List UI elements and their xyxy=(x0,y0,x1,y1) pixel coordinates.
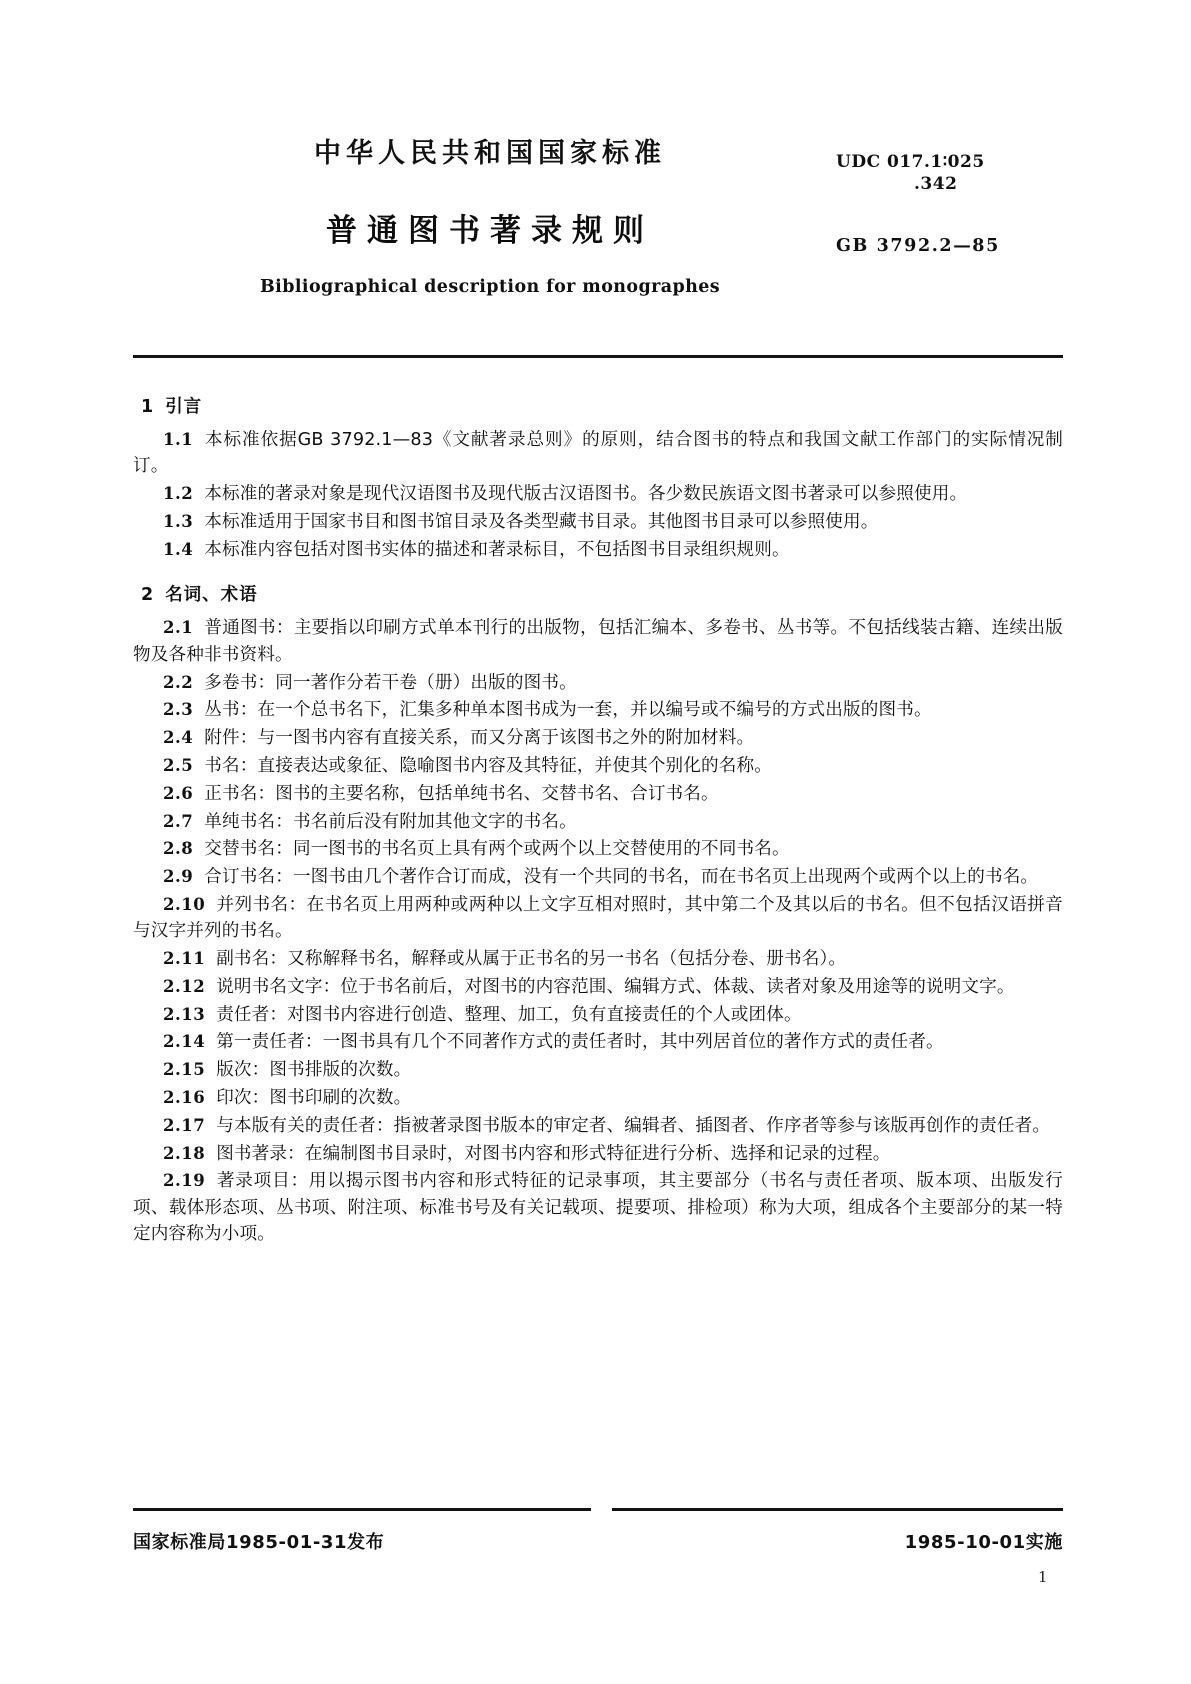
clause-2-9 xyxy=(133,864,1063,890)
clause-text: 副书名：又称解释书名，解释或从属于正书名的另一书名（包括分卷、册书名）。 xyxy=(216,949,847,970)
clause-number: 2.16 xyxy=(163,1088,206,1108)
clause-number: 2.3 xyxy=(163,700,194,720)
udc-code-line-1: UDC 017.1∶025 xyxy=(836,152,985,172)
clause-2-18 xyxy=(133,1141,1063,1167)
document-title-english: Bibliographical description for monographes xyxy=(259,277,721,298)
clause-2-8 xyxy=(133,836,1063,862)
clause-2-6 xyxy=(133,781,1063,807)
clause-2-12 xyxy=(133,974,1063,1000)
section-spacer xyxy=(133,564,1063,581)
header-divider-rule xyxy=(133,355,1063,358)
clause-number: 2.10 xyxy=(163,894,206,914)
page-number: 1 xyxy=(1038,1568,1048,1586)
clause-1-1 xyxy=(133,427,1063,480)
clause-number: 2.9 xyxy=(163,867,194,887)
section-title-2: 名词、术语 xyxy=(165,585,258,606)
clause-text: 合订书名：一图书由几个著作合订而成，没有一个共同的书名，而在书名页上出现两个或两个以上的书名。 xyxy=(204,867,1039,888)
standard-number: GB 3792.2—85 xyxy=(836,236,1000,256)
clause-text: 丛书：在一个总书名下，汇集多种单本图书成为一套，并以编号或不编号的方式出版的图书。 xyxy=(204,700,932,721)
document-masthead xyxy=(0,138,1191,338)
footer-effective-date: 1985-10-01实施 xyxy=(904,1532,1063,1553)
clause-2-16 xyxy=(133,1085,1063,1111)
clause-2-13 xyxy=(133,1002,1063,1028)
clause-number: 2.19 xyxy=(163,1171,206,1191)
section-number-2: 2 xyxy=(141,585,155,606)
clause-text: 本标准适用于国家书目和图书馆目录及各类型藏书目录。其他图书目录可以参照使用。 xyxy=(204,511,879,532)
document-body xyxy=(133,393,1063,1249)
clause-number: 2.1 xyxy=(163,618,194,638)
footer-divider-rule-left xyxy=(133,1508,591,1511)
clause-2-5 xyxy=(133,753,1063,779)
clause-text: 责任者：对图书内容进行创造、整理、加工，负有直接责任的个人或团体。 xyxy=(216,1004,802,1025)
clause-number: 1.4 xyxy=(163,539,194,559)
clause-number: 2.8 xyxy=(163,839,194,859)
clause-2-15 xyxy=(133,1057,1063,1083)
clause-number: 2.11 xyxy=(163,949,206,969)
clause-number: 2.12 xyxy=(163,976,206,996)
footer-issued-date: 国家标准局1985-01-31发布 xyxy=(133,1532,385,1553)
clause-text: 书名：直接表达或象征、隐喻图书内容及其特征，并使其个别化的名称。 xyxy=(204,755,773,776)
clause-2-3 xyxy=(133,697,1063,723)
clause-number: 2.17 xyxy=(163,1115,206,1135)
clause-text: 第一责任者：一图书具有几个不同著作方式的责任者时，其中列居首位的著作方式的责任者。 xyxy=(216,1032,944,1053)
clause-number: 1.2 xyxy=(163,484,194,504)
clause-2-10 xyxy=(133,892,1063,945)
clause-number: 2.4 xyxy=(163,728,194,748)
issuing-organization: 中华人民共和国国家标准 xyxy=(314,138,666,169)
section-heading-2 xyxy=(141,581,1063,606)
clause-1-3 xyxy=(133,509,1063,535)
clause-text: 印次：图书印刷的次数。 xyxy=(216,1088,412,1109)
document-title: 普通图书著录规则 xyxy=(326,213,654,250)
clause-text: 普通图书：主要指以印刷方式单本刊行的出版物，包括汇编本、多卷书、丛书等。不包括线装古籍、连续出版物及各种非书资料。 xyxy=(133,618,1063,665)
clause-number: 1.3 xyxy=(163,511,194,531)
clause-text: 版次：图书排版的次数。 xyxy=(216,1060,412,1081)
clause-text: 多卷书：同一著作分若干卷（册）出版的图书。 xyxy=(204,672,577,693)
clause-text: 著录项目：用以揭示图书内容和形式特征的记录事项，其主要部分（书名与责任者项、版本项、出版发行项、载体形态项、丛书项、附注项、标准书号及有关记载项、提要项、排检项）称为大项，组成各个主要部分的某一特定内容称为小项。 xyxy=(133,1171,1063,1245)
clause-number: 2.14 xyxy=(163,1032,206,1052)
clause-number: 2.2 xyxy=(163,672,194,692)
clause-2-4 xyxy=(133,725,1063,751)
clause-text: 附件：与一图书内容有直接关系，而又分离于该图书之外的附加材料。 xyxy=(204,728,755,749)
clause-2-14 xyxy=(133,1029,1063,1055)
clause-2-11 xyxy=(133,946,1063,972)
udc-code-line-2: .342 xyxy=(914,174,958,194)
section-title-1: 引言 xyxy=(165,397,203,417)
clause-number: 2.7 xyxy=(163,811,194,831)
clause-number: 2.18 xyxy=(163,1143,206,1163)
footer-divider-rule-right xyxy=(612,1508,1063,1511)
clause-text: 单纯书名：书名前后没有附加其他文字的书名。 xyxy=(204,811,577,832)
clause-2-1 xyxy=(133,615,1063,668)
document-footer xyxy=(133,1528,1063,1554)
clause-2-2 xyxy=(133,670,1063,696)
clause-text: 说明书名文字：位于书名前后，对图书的内容范围、编辑方式、体裁、读者对象及用途等的说明文字。 xyxy=(216,976,1015,997)
clause-number: 2.5 xyxy=(163,755,194,775)
clause-text: 图书著录：在编制图书目录时，对图书内容和形式特征进行分析、选择和记录的过程。 xyxy=(216,1143,891,1164)
clause-text: 本标准依据GB 3792.1—83《文献著录总则》的原则，结合图书的特点和我国文献工作部门的实际情况制订。 xyxy=(133,430,1063,477)
clause-number: 2.6 xyxy=(163,783,194,803)
clause-text: 正书名：图书的主要名称，包括单纯书名、交替书名、合订书名。 xyxy=(204,783,719,804)
clause-number: 2.13 xyxy=(163,1004,206,1024)
clause-2-7 xyxy=(133,809,1063,835)
clause-text: 与本版有关的责任者：指被著录图书版本的审定者、编辑者、插图者、作序者等参与该版再创作的责任者。 xyxy=(216,1115,1051,1136)
clause-text: 本标准内容包括对图书实体的描述和著录标目，不包括图书目录组织规则。 xyxy=(204,539,790,560)
clause-text: 并列书名：在书名页上用两种或两种以上文字互相对照时，其中第二个及其以后的书名。但不包括汉语拼音与汉字并列的书名。 xyxy=(133,894,1063,942)
clause-number: 1.1 xyxy=(163,430,194,449)
masthead-right-block xyxy=(836,152,1156,256)
clause-2-17 xyxy=(133,1113,1063,1139)
clause-2-19 xyxy=(133,1168,1063,1247)
section-heading-1 xyxy=(141,393,1063,418)
section-number-1: 1 xyxy=(141,397,155,417)
clause-1-4 xyxy=(133,537,1063,563)
clause-1-2 xyxy=(133,481,1063,507)
masthead-center-block xyxy=(180,138,800,297)
clause-text: 交替书名：同一图书的书名页上具有两个或两个以上交替使用的不同书名。 xyxy=(204,839,790,860)
clause-text: 本标准的著录对象是现代汉语图书及现代版古汉语图书。各少数民族语文图书著录可以参照使用。 xyxy=(204,484,968,505)
clause-number: 2.15 xyxy=(163,1060,206,1080)
